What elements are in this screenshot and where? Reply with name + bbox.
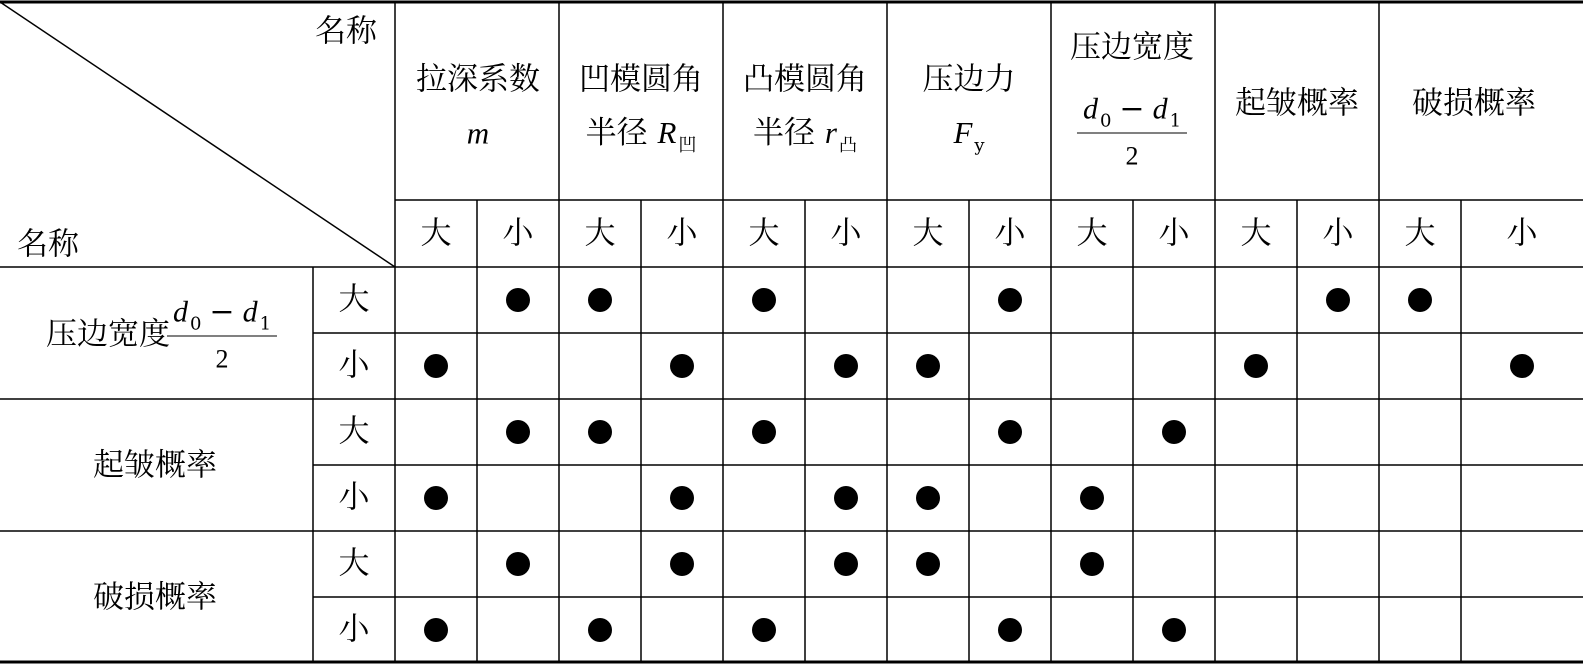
- header-frac-d0-sub: 0: [1099, 110, 1112, 132]
- relation-mark: [588, 288, 612, 312]
- relation-mark: [424, 618, 448, 642]
- header-blank-holder-force-sub: y: [974, 135, 985, 156]
- header-wrinkle-probability: 起皱概率: [1235, 85, 1359, 122]
- row-frac-d0: d: [172, 295, 188, 329]
- header-flange-width: 压边宽度: [1070, 29, 1194, 66]
- row-frac-d1-sub: 1: [259, 313, 272, 335]
- row-group-flange-width: 压边宽度: [46, 316, 170, 353]
- relation-mark: [1408, 288, 1432, 312]
- level-label: 大: [420, 215, 452, 251]
- row-frac-denominator: 2: [215, 344, 229, 374]
- relation-mark: [1162, 618, 1186, 642]
- row-level-label: 大: [338, 413, 370, 450]
- header-die-radius-line2: [585, 115, 697, 156]
- header-frac-d1: d: [1152, 92, 1168, 126]
- level-label: 小: [830, 215, 862, 251]
- relation-mark: [424, 354, 448, 378]
- level-label: 大: [912, 215, 944, 251]
- relation-mark: [834, 486, 858, 510]
- row-level-label: 小: [338, 347, 370, 384]
- level-label: 大: [1240, 215, 1272, 251]
- level-label: 大: [584, 215, 616, 251]
- header-die-radius: 凹模圆角: [579, 61, 703, 98]
- header-blank-holder-force-symbol: F: [953, 115, 973, 150]
- relation-mark: [1162, 420, 1186, 444]
- relation-mark: [998, 618, 1022, 642]
- relation-mark: [998, 288, 1022, 312]
- row-group-wrinkle-probability: 起皱概率: [93, 447, 217, 484]
- relation-mark: [588, 618, 612, 642]
- row-level-label: 小: [338, 479, 370, 516]
- relation-mark: [998, 420, 1022, 444]
- relation-mark: [752, 288, 776, 312]
- header-frac-minus: −: [1119, 91, 1145, 127]
- corner-bottom-label: 名称: [17, 226, 79, 263]
- header-draw-ratio: 拉深系数: [416, 61, 540, 98]
- header-punch-radius: 凸模圆角: [743, 61, 867, 98]
- level-label: 大: [1404, 215, 1436, 251]
- relation-mark: [1326, 288, 1350, 312]
- level-label: 小: [994, 215, 1026, 251]
- relation-mark: [916, 486, 940, 510]
- relation-mark: [1080, 552, 1104, 576]
- level-label: 大: [748, 215, 780, 251]
- header-frac-d0: d: [1082, 92, 1098, 126]
- level-label: 小: [1158, 215, 1190, 251]
- row-group-fracture-probability: 破损概率: [93, 579, 217, 616]
- relation-mark: [1244, 354, 1268, 378]
- level-label: 小: [502, 215, 534, 251]
- row-level-label: 大: [338, 545, 370, 582]
- header-blank-holder-force-symbol-wrap: [953, 115, 985, 156]
- relation-mark: [670, 354, 694, 378]
- header-punch-radius-sub: 凸: [838, 135, 857, 156]
- relation-mark: [506, 420, 530, 444]
- relation-mark: [1080, 486, 1104, 510]
- header-flange-width-fraction: [1077, 91, 1187, 171]
- header-punch-radius-symbol: r: [824, 115, 837, 150]
- level-label: 小: [1506, 215, 1538, 251]
- header-punch-radius-word: 半径: [753, 115, 816, 151]
- relation-mark: [834, 552, 858, 576]
- row-group-flange-width-fraction: [167, 294, 277, 374]
- relation-mark: [752, 420, 776, 444]
- relation-mark: [834, 354, 858, 378]
- row-frac-minus: −: [209, 294, 235, 330]
- relation-mark: [588, 420, 612, 444]
- header-draw-ratio-symbol: m: [466, 115, 490, 151]
- relation-mark: [424, 486, 448, 510]
- relation-mark: [670, 552, 694, 576]
- header-punch-radius-line2: [753, 115, 857, 156]
- row-frac-d0-sub: 0: [189, 313, 202, 335]
- row-level-label: 小: [338, 611, 370, 647]
- row-frac-d1: d: [242, 295, 258, 329]
- row-level-label: 大: [338, 281, 370, 318]
- corner-top-label: 名称: [315, 13, 377, 50]
- header-die-radius-word: 半径: [585, 115, 648, 151]
- level-label: 小: [1322, 215, 1354, 251]
- relation-mark: [752, 618, 776, 642]
- header-die-radius-symbol: R: [657, 115, 677, 150]
- relation-mark: [506, 288, 530, 312]
- relation-mark: [670, 486, 694, 510]
- header-blank-holder-force: 压边力: [922, 61, 1016, 98]
- header-die-radius-sub: 凹: [678, 135, 697, 156]
- relation-mark: [916, 354, 940, 378]
- relation-mark: [1510, 354, 1534, 378]
- header-frac-d1-sub: 1: [1169, 110, 1182, 132]
- relation-mark: [506, 552, 530, 576]
- level-label: 大: [1076, 215, 1108, 251]
- level-label: 小: [666, 215, 698, 251]
- relation-mark: [916, 552, 940, 576]
- header-fracture-probability: 破损概率: [1412, 85, 1536, 122]
- header-frac-denominator: 2: [1125, 141, 1139, 171]
